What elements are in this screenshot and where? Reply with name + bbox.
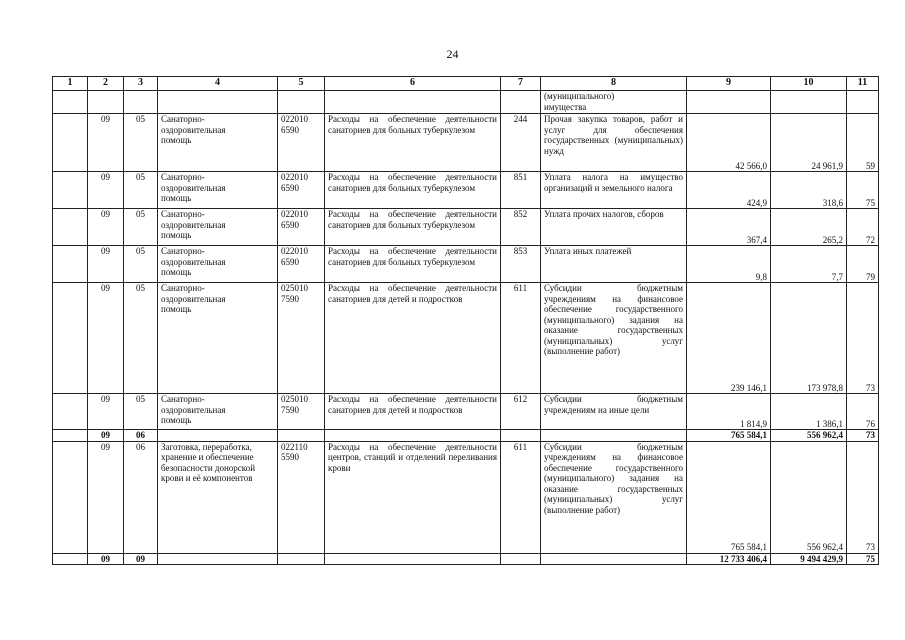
section-code-cell: 09	[88, 394, 124, 430]
section-code-cell: 09	[88, 172, 124, 209]
table-row	[53, 91, 879, 114]
subsection-name-cell: Санаторно- оздоровительная помощь	[158, 209, 278, 246]
target-code-cell	[278, 430, 325, 442]
executed-amount-cell: 556 962,4	[771, 430, 847, 442]
type-code-cell	[501, 553, 541, 565]
type-code-cell: 851	[501, 172, 541, 209]
type-code-cell: 611	[501, 283, 541, 394]
executed-amount-cell: 1 386,1	[771, 394, 847, 430]
section-code-cell: 09	[88, 283, 124, 394]
planned-amount-cell: 765 584,1	[687, 430, 771, 442]
total-row	[53, 553, 879, 565]
subsection-code-cell	[124, 91, 158, 114]
expense-name-cell: Расходы на обеспечение деятельности санаториев для больных туберкулезом	[325, 114, 501, 172]
row-number-cell	[53, 394, 88, 430]
planned-amount-cell: 9,8	[687, 246, 771, 283]
target-code-cell: 022010 6590	[278, 246, 325, 283]
percent-cell: 75	[847, 553, 879, 565]
subsection-name-cell	[158, 91, 278, 114]
section-code-cell: 09	[88, 114, 124, 172]
percent-cell: 76	[847, 394, 879, 430]
executed-amount-cell: 9 494 429,9	[771, 553, 847, 565]
target-code-cell: 022010 6590	[278, 114, 325, 172]
type-name-cell: Субсидии бюджетным учреждениям на иные цели	[541, 394, 687, 430]
table-row	[53, 209, 879, 246]
executed-amount-cell: 24 961,9	[771, 114, 847, 172]
type-code-cell	[501, 430, 541, 442]
subsection-name-cell	[158, 430, 278, 442]
type-code-cell: 244	[501, 114, 541, 172]
target-code-cell: 025010 7590	[278, 394, 325, 430]
type-name-cell	[541, 553, 687, 565]
row-number-cell	[53, 114, 88, 172]
expense-name-cell: Расходы на обеспечение деятельности санаториев для больных туберкулезом	[325, 172, 501, 209]
table-row	[53, 246, 879, 283]
row-number-cell	[53, 283, 88, 394]
expense-name-cell	[325, 553, 501, 565]
section-code-cell	[88, 91, 124, 114]
header-cell: 10	[771, 77, 847, 91]
type-name-cell	[541, 430, 687, 442]
section-code-cell: 09	[88, 441, 124, 553]
subsection-name-cell: Санаторно- оздоровительная помощь	[158, 246, 278, 283]
subsection-code-cell: 09	[124, 553, 158, 565]
executed-amount-cell: 7,7	[771, 246, 847, 283]
planned-amount-cell: 12 733 406,4	[687, 553, 771, 565]
expense-name-cell: Расходы на обеспечение деятельности центров, станций и отделений переливания крови	[325, 441, 501, 553]
row-number-cell	[53, 430, 88, 442]
subsection-name-cell: Заготовка, переработка, хранение и обеспечение безопасности донорской крови и её компонентов	[158, 441, 278, 553]
percent-cell: 79	[847, 246, 879, 283]
header-cell: 11	[847, 77, 879, 91]
target-code-cell	[278, 553, 325, 565]
executed-amount-cell: 173 978,8	[771, 283, 847, 394]
planned-amount-cell: 42 566,0	[687, 114, 771, 172]
budget-table	[52, 76, 879, 565]
subsection-code-cell: 05	[124, 209, 158, 246]
subsection-name-cell: Санаторно- оздоровительная помощь	[158, 394, 278, 430]
type-name-cell: Субсидии бюджетным учреждениям на финансовое обеспечение государственного (муниципального) задания на оказание государственных (муниципальных) услуг (выполнение работ)	[541, 283, 687, 394]
table-row	[53, 114, 879, 172]
table-row	[53, 172, 879, 209]
header-cell: 1	[53, 77, 88, 91]
header-cell: 3	[124, 77, 158, 91]
planned-amount-cell: 1 814,9	[687, 394, 771, 430]
type-code-cell	[501, 91, 541, 114]
type-code-cell: 612	[501, 394, 541, 430]
expense-name-cell	[325, 91, 501, 114]
type-name-cell: (муниципального) имущества	[541, 91, 687, 114]
percent-cell: 73	[847, 441, 879, 553]
section-code-cell: 09	[88, 246, 124, 283]
executed-amount-cell: 265,2	[771, 209, 847, 246]
header-cell: 9	[687, 77, 771, 91]
percent-cell: 75	[847, 172, 879, 209]
planned-amount-cell	[687, 91, 771, 114]
subsection-name-cell: Санаторно- оздоровительная помощь	[158, 172, 278, 209]
section-code-cell: 09	[88, 430, 124, 442]
type-code-cell: 853	[501, 246, 541, 283]
expense-name-cell: Расходы на обеспечение деятельности санаториев для больных туберкулезом	[325, 209, 501, 246]
type-code-cell: 611	[501, 441, 541, 553]
subsection-code-cell: 05	[124, 114, 158, 172]
header-cell: 8	[541, 77, 687, 91]
subsection-name-cell	[158, 553, 278, 565]
section-code-cell: 09	[88, 209, 124, 246]
percent-cell: 73	[847, 283, 879, 394]
subsection-name-cell: Санаторно- оздоровительная помощь	[158, 283, 278, 394]
expense-name-cell	[325, 430, 501, 442]
subsection-code-cell: 06	[124, 430, 158, 442]
percent-cell: 73	[847, 430, 879, 442]
row-number-cell	[53, 209, 88, 246]
type-name-cell: Прочая закупка товаров, работ и услуг для обеспечения государственных (муниципальных) нужд	[541, 114, 687, 172]
planned-amount-cell: 239 146,1	[687, 283, 771, 394]
target-code-cell: 022010 6590	[278, 209, 325, 246]
executed-amount-cell	[771, 91, 847, 114]
row-number-cell	[53, 246, 88, 283]
row-number-cell	[53, 172, 88, 209]
table-row	[53, 394, 879, 430]
section-code-cell: 09	[88, 553, 124, 565]
subsection-code-cell: 05	[124, 172, 158, 209]
planned-amount-cell: 367,4	[687, 209, 771, 246]
row-number-cell	[53, 91, 88, 114]
type-name-cell: Уплата иных платежей	[541, 246, 687, 283]
executed-amount-cell: 556 962,4	[771, 441, 847, 553]
header-cell: 4	[158, 77, 278, 91]
row-number-cell	[53, 441, 88, 553]
executed-amount-cell: 318,6	[771, 172, 847, 209]
type-name-cell: Уплата налога на имущество организаций и земельного налога	[541, 172, 687, 209]
percent-cell: 72	[847, 209, 879, 246]
target-code-cell: 022110 5590	[278, 441, 325, 553]
target-code-cell: 022010 6590	[278, 172, 325, 209]
header-row	[53, 77, 879, 91]
target-code-cell: 025010 7590	[278, 283, 325, 394]
subsection-code-cell: 05	[124, 394, 158, 430]
subsection-code-cell: 05	[124, 246, 158, 283]
expense-name-cell: Расходы на обеспечение деятельности санаториев для детей и подростков	[325, 283, 501, 394]
header-cell: 5	[278, 77, 325, 91]
expense-name-cell: Расходы на обеспечение деятельности санаториев для детей и подростков	[325, 394, 501, 430]
total-row	[53, 430, 879, 442]
planned-amount-cell: 765 584,1	[687, 441, 771, 553]
expense-name-cell: Расходы на обеспечение деятельности санаториев для больных туберкулезом	[325, 246, 501, 283]
planned-amount-cell: 424,9	[687, 172, 771, 209]
page-number: 24	[446, 47, 459, 61]
type-name-cell: Уплата прочих налогов, сборов	[541, 209, 687, 246]
target-code-cell	[278, 91, 325, 114]
row-number-cell	[53, 553, 88, 565]
subsection-name-cell: Санаторно- оздоровительная помощь	[158, 114, 278, 172]
header-cell: 7	[501, 77, 541, 91]
header-cell: 2	[88, 77, 124, 91]
header-cell: 6	[325, 77, 501, 91]
table-row	[53, 283, 879, 394]
type-name-cell: Субсидии бюджетным учреждениям на финансовое обеспечение государственного (муниципального) задания на оказание государственных (муниципальных) услуг (выполнение работ)	[541, 441, 687, 553]
subsection-code-cell: 06	[124, 441, 158, 553]
percent-cell	[847, 91, 879, 114]
type-code-cell: 852	[501, 209, 541, 246]
percent-cell: 59	[847, 114, 879, 172]
subsection-code-cell: 05	[124, 283, 158, 394]
table-row	[53, 441, 879, 553]
